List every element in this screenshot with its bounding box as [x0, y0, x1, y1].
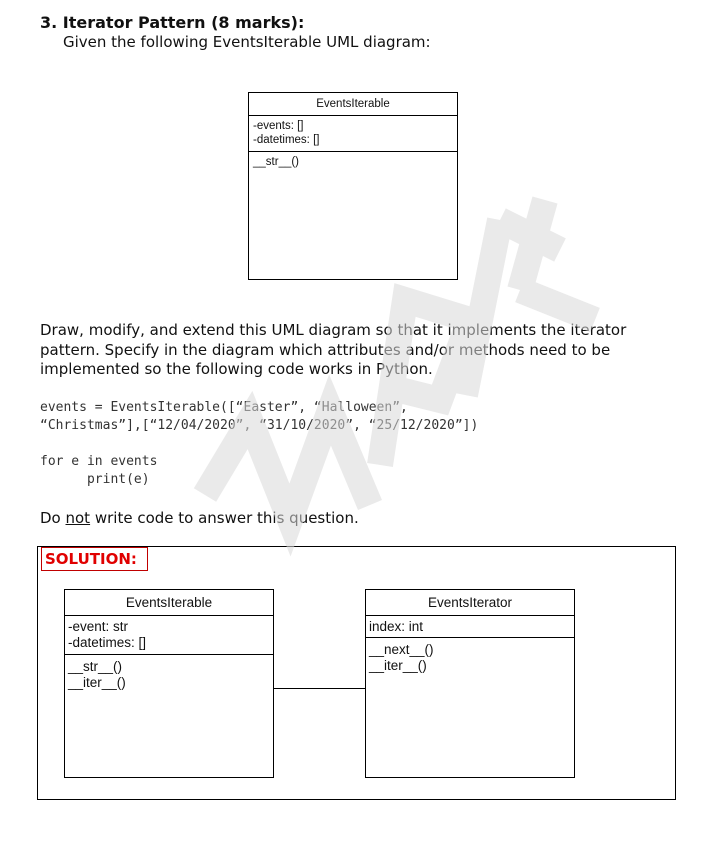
uml-attribute: -event: str	[68, 619, 129, 634]
uml-attribute: -datetimes: []	[253, 134, 320, 146]
uml-methods-section	[366, 638, 574, 674]
uml-methods-section	[249, 152, 457, 169]
uml-method: __str__()	[68, 659, 123, 674]
watermark-letter-e-stem	[520, 200, 545, 290]
uml-attributes-section	[366, 616, 574, 638]
instructions-paragraph: Draw, modify, and extend this UML diagram so that it implements the iterator pattern. Specify in the diagram which attributes and/or methods need to be implemented so the following code works in Python.	[40, 321, 627, 378]
association-line	[274, 688, 365, 689]
uml-method: __iter__()	[68, 675, 126, 690]
code-block-loop	[40, 453, 157, 489]
question-title: 3. Iterator Pattern (8 marks):	[40, 13, 305, 32]
uml-attributes-section	[249, 116, 457, 152]
question-subtitle: Given the following EventsIterable UML diagram:	[63, 33, 431, 51]
watermark-letter-e-top	[520, 290, 595, 320]
watermark-letter-l-base	[500, 220, 560, 250]
note-prefix: Do	[40, 509, 66, 527]
uml-method: __str__()	[253, 156, 300, 168]
uml-attribute: -events: []	[253, 120, 304, 132]
uml-class-name: EventsIterator	[366, 590, 574, 616]
code-block-constructor	[40, 399, 478, 435]
code-line: events = EventsIterable([“Easter”, “Halloween”,	[40, 400, 408, 415]
uml-class-eventsiterable-solution	[64, 589, 274, 778]
uml-method: __next__()	[369, 642, 434, 657]
note-text	[40, 509, 359, 527]
uml-method: __iter__()	[369, 658, 427, 673]
code-line: for e in events	[40, 454, 158, 469]
uml-attribute: index: int	[369, 619, 424, 634]
uml-class-eventsiterator	[365, 589, 575, 778]
uml-class-eventsiterable-original	[248, 92, 458, 280]
note-suffix: write code to answer this question.	[90, 509, 359, 527]
note-emphasis: not	[65, 509, 91, 527]
uml-methods-section	[65, 655, 273, 691]
uml-class-name: EventsIterable	[65, 590, 273, 616]
uml-attributes-section	[65, 616, 273, 655]
code-line: print(e)	[40, 472, 150, 487]
solution-label: SOLUTION:	[45, 550, 137, 568]
code-line: “Christmas”],[“12/04/2020”, “31/10/2020”, “25/12/2020”])	[40, 418, 479, 433]
uml-class-name: EventsIterable	[249, 93, 457, 116]
uml-attribute: -datetimes: []	[68, 635, 147, 650]
